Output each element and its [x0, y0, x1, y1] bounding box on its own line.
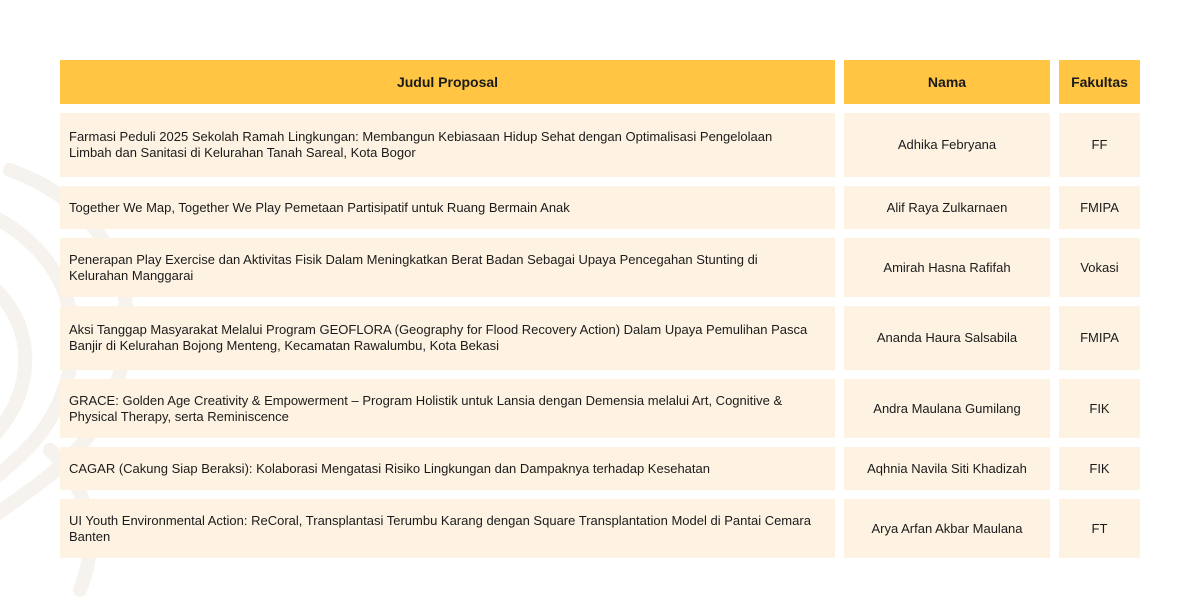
cell-nama: Amirah Hasna Rafifah: [844, 238, 1050, 297]
cell-fakultas: FT: [1059, 499, 1140, 558]
cell-fakultas: FIK: [1059, 447, 1140, 490]
cell-judul: UI Youth Environmental Action: ReCoral, Transplantasi Terumbu Karang dengan Square Transplantation Model di Pantai Cemara Banten: [60, 499, 835, 558]
cell-fakultas: FMIPA: [1059, 186, 1140, 229]
proposal-table: [60, 60, 1140, 558]
cell-fakultas: FMIPA: [1059, 306, 1140, 370]
cell-judul: Together We Map, Together We Play Pemetaan Partisipatif untuk Ruang Bermain Anak: [60, 186, 835, 229]
cell-judul: Penerapan Play Exercise dan Aktivitas Fisik Dalam Meningkatkan Berat Badan Sebagai Upaya Pencegahan Stunting di Kelurahan Manggarai: [60, 238, 835, 297]
header-fakultas: Fakultas: [1059, 60, 1140, 104]
cell-nama: Aqhnia Navila Siti Khadizah: [844, 447, 1050, 490]
cell-judul: GRACE: Golden Age Creativity & Empowerment – Program Holistik untuk Lansia dengan Demensia melalui Art, Cognitive & Physical Therapy, serta Reminiscence: [60, 379, 835, 438]
header-nama: Nama: [844, 60, 1050, 104]
cell-judul: Aksi Tanggap Masyarakat Melalui Program GEOFLORA (Geography for Flood Recovery Action) Dalam Upaya Pemulihan Pasca Banjir di Kelurahan Bojong Menteng, Kecamatan Rawalumbu, Kota Bekasi: [60, 306, 835, 370]
cell-fakultas: FF: [1059, 113, 1140, 177]
cell-nama: Adhika Febryana: [844, 113, 1050, 177]
cell-nama: Ananda Haura Salsabila: [844, 306, 1050, 370]
cell-nama: Andra Maulana Gumilang: [844, 379, 1050, 438]
cell-judul: CAGAR (Cakung Siap Beraksi): Kolaborasi Mengatasi Risiko Lingkungan dan Dampaknya terhadap Kesehatan: [60, 447, 835, 490]
cell-fakultas: FIK: [1059, 379, 1140, 438]
cell-fakultas: Vokasi: [1059, 238, 1140, 297]
cell-judul: Farmasi Peduli 2025 Sekolah Ramah Lingkungan: Membangun Kebiasaan Hidup Sehat dengan Optimalisasi Pengelolaan Limbah dan Sanitasi di Kelurahan Tanah Sareal, Kota Bogor: [60, 113, 835, 177]
header-judul-proposal: Judul Proposal: [60, 60, 835, 104]
cell-nama: Arya Arfan Akbar Maulana: [844, 499, 1050, 558]
cell-nama: Alif Raya Zulkarnaen: [844, 186, 1050, 229]
